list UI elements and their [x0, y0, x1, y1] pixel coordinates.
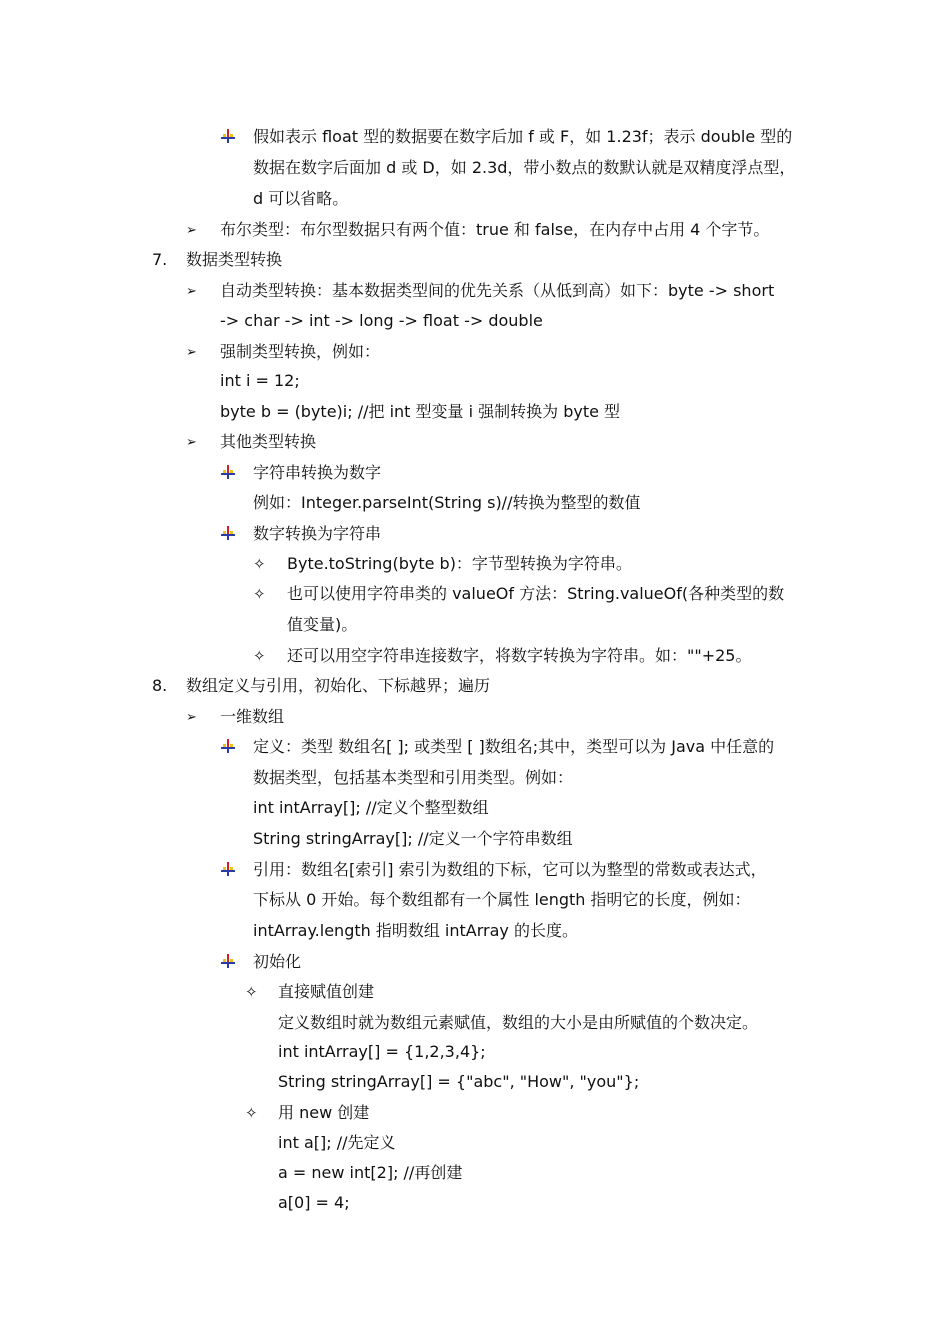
text-line: 一维数组	[220, 707, 285, 726]
diamond-bullet-icon: ✧	[253, 585, 266, 603]
list-number: 8.	[152, 676, 168, 695]
text-line: 初始化	[253, 952, 302, 971]
text-line: 假如表示 float 型的数据要在数字后加 f 或 F，如 1.23f；表示 double 型的	[253, 127, 793, 146]
text-line: int a[]; //先定义	[278, 1133, 396, 1152]
text-line: byte b = (byte)i; //把 int 型变量 i 强制转换为 byte 型	[220, 402, 621, 421]
text-line: 还可以用空字符串连接数字，将数字转换为字符串。如：""+25。	[287, 646, 752, 665]
text-line: 强制类型转换，例如：	[220, 342, 381, 361]
text-line: intArray.length 指明数组 intArray 的长度。	[253, 921, 578, 940]
cross-bullet-icon	[220, 953, 236, 969]
text-line: 字符串转换为数字	[253, 463, 382, 482]
arrow-bullet-icon: ➢	[186, 435, 197, 450]
arrow-bullet-icon: ➢	[186, 710, 197, 725]
arrow-bullet-icon: ➢	[186, 284, 197, 299]
text-line: int intArray[] = {1,2,3,4};	[278, 1042, 486, 1061]
text-line: Byte.toString(byte b)：字节型转换为字符串。	[287, 554, 632, 573]
text-line: 下标从 0 开始。每个数组都有一个属性 length 指明它的长度，例如：	[253, 890, 751, 909]
text-line: 直接赋值创建	[278, 982, 375, 1001]
text-line: String stringArray[] = {"abc", "How", "you"};	[278, 1072, 640, 1091]
text-line: 数字转换为字符串	[253, 524, 382, 543]
cross-bullet-icon	[220, 861, 236, 877]
cross-bullet-icon	[220, 738, 236, 754]
diamond-bullet-icon: ✧	[253, 555, 266, 573]
text-line: 数据在数字后面加 d 或 D，如 2.3d，带小数点的数默认就是双精度浮点型，	[253, 158, 796, 177]
arrow-bullet-icon: ➢	[186, 345, 197, 360]
text-line: 引用：数组名[索引] 索引为数组的下标，它可以为整型的常数或表达式，	[253, 860, 767, 879]
cross-bullet-icon	[220, 128, 236, 144]
cross-bullet-icon	[220, 464, 236, 480]
arrow-bullet-icon: ➢	[186, 223, 197, 238]
text-line: -> char -> int -> long -> float -> double	[220, 311, 543, 330]
text-line: 数据类型，包括基本类型和引用类型。例如：	[253, 768, 574, 787]
text-line: 其他类型转换	[220, 432, 317, 451]
diamond-bullet-icon: ✧	[245, 1104, 258, 1122]
text-line: 例如：Integer.parseInt(String s)//转换为整型的数值	[253, 493, 641, 512]
diamond-bullet-icon: ✧	[245, 983, 258, 1001]
text-line: 定义：类型 数组名[ ]; 或类型 [ ]数组名;其中，类型可以为 Java 中任意的	[253, 737, 775, 756]
cross-bullet-icon	[220, 525, 236, 541]
text-line: 自动类型转换：基本数据类型间的优先关系（从低到高）如下：byte -> short	[220, 281, 775, 300]
text-line: 定义数组时就为数组元素赋值，数组的大小是由所赋值的个数决定。	[278, 1013, 759, 1032]
text-line: 数据类型转换	[186, 250, 283, 269]
text-line: String stringArray[]; //定义一个字符串数组	[253, 829, 573, 848]
text-line: int i = 12;	[220, 371, 300, 390]
text-line: a = new int[2]; //再创建	[278, 1163, 463, 1182]
text-line: 布尔类型：布尔型数据只有两个值：true 和 false，在内存中占用 4 个字节。	[220, 220, 770, 239]
text-line: a[0] = 4;	[278, 1193, 350, 1212]
text-line: 值变量)。	[287, 615, 358, 634]
list-number: 7.	[152, 250, 168, 269]
text-line: int intArray[]; //定义个整型数组	[253, 798, 489, 817]
text-line: 也可以使用字符串类的 valueOf 方法：String.valueOf(各种类型的数	[287, 584, 785, 603]
text-line: 用 new 创建	[278, 1103, 370, 1122]
diamond-bullet-icon: ✧	[253, 647, 266, 665]
text-line: 数组定义与引用，初始化、下标越界；遍历	[186, 676, 491, 695]
text-line: d 可以省略。	[253, 189, 349, 208]
